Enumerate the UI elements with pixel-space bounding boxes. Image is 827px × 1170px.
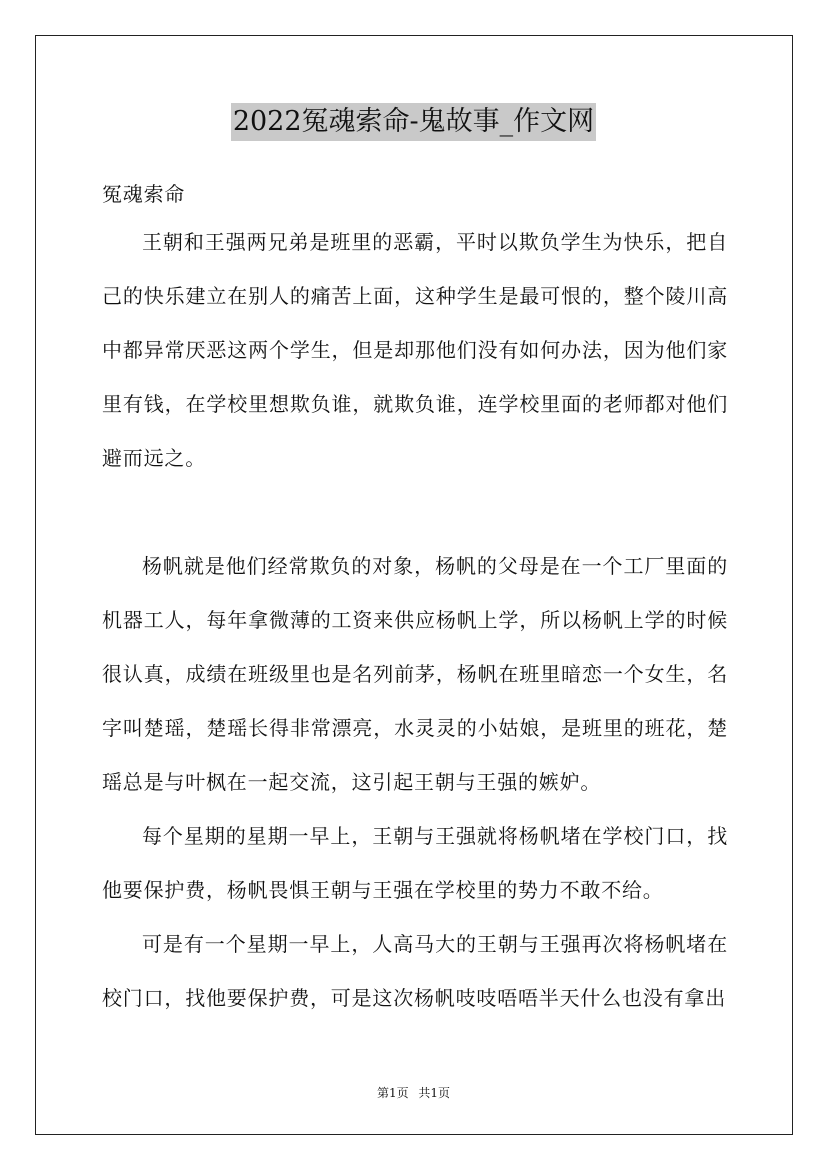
page-footer — [0, 1084, 827, 1101]
page-total: 共1页 — [418, 1086, 451, 1100]
title-container — [0, 103, 827, 141]
paragraph-1: 王朝和王强两兄弟是班里的恶霸，平时以欺负学生为快乐，把自己的快乐建立在别人的痛苦上面，这种学生是最可恨的，整个陵川高中都异常厌恶这两个学生，但是却那他们没有如何办法，因为他们家里有钱，在学校里想欺负谁，就欺负谁，连学校里面的老师都对他们避而远之。 — [102, 230, 728, 470]
paragraph-spacer — [102, 485, 728, 539]
paragraph-3: 每个星期的星期一早上，王朝与王强就将杨帆堵在学校门口，找他要保护费，杨帆畏惧王朝与王强在学校里的势力不敢不给。 — [102, 824, 728, 902]
document-title: 2022冤魂索命-鬼故事_作文网 — [231, 103, 596, 141]
paragraph-4: 可是有一个星期一早上，人高马大的王朝与王强再次将杨帆堵在校门口，找他要保护费，可是这次杨帆吱吱唔唔半天什么也没有拿出 — [102, 932, 728, 1010]
document-body — [102, 173, 728, 1025]
paragraph-2: 杨帆就是他们经常欺负的对象，杨帆的父母是在一个工厂里面的机器工人，每年拿微薄的工资来供应杨帆上学，所以杨帆上学的时候很认真，成绩在班级里也是名列前茅，杨帆在班里暗恋一个女生，名字叫楚瑶，楚瑶长得非常漂亮，水灵灵的小姑娘，是班里的班花，楚瑶总是与叶枫在一起交流，这引起王朝与王强的嫉妒。 — [102, 554, 728, 794]
section-heading: 冤魂索命 — [102, 182, 186, 206]
page-number: 第1页 — [376, 1086, 409, 1100]
